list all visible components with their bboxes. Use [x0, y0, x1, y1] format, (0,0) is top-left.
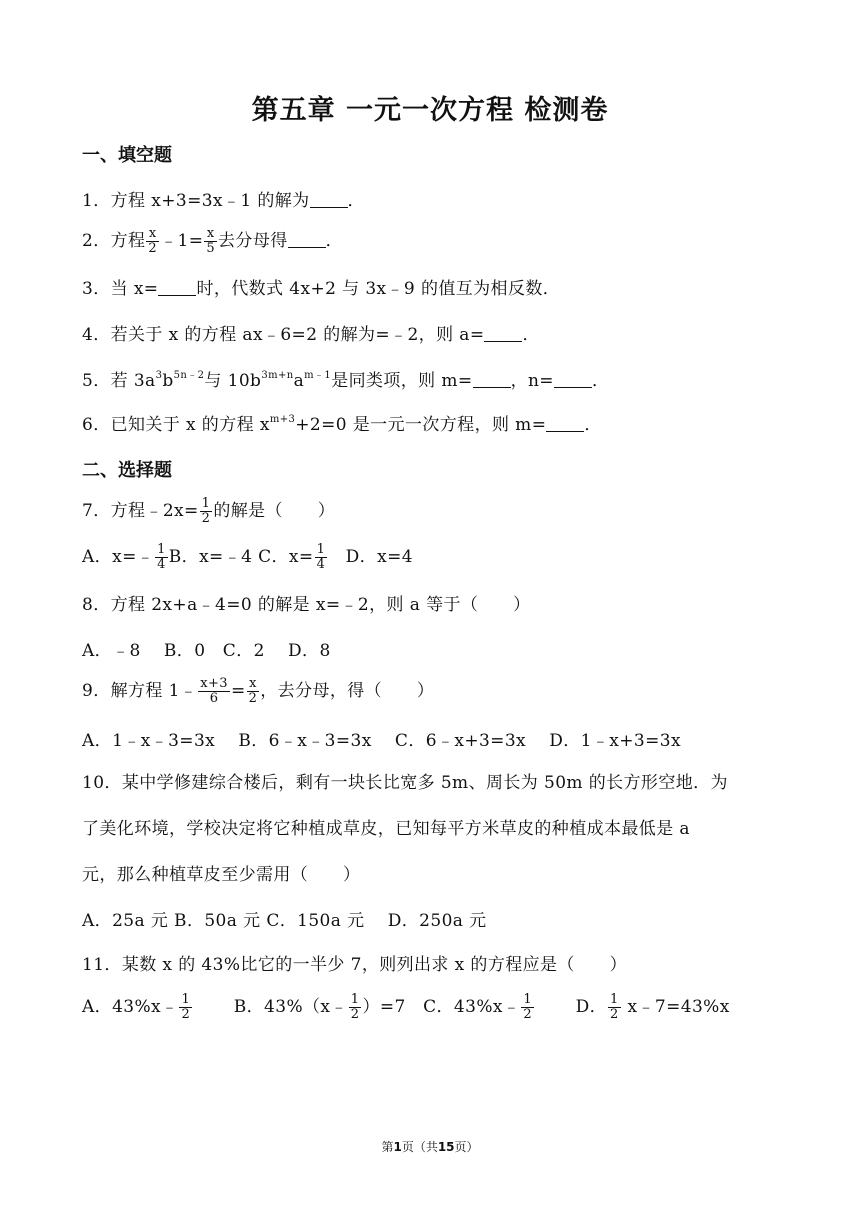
- question-4: 4．若关于 x 的方程 ax﹣6=2 的解为=﹣2，则 a= ．: [82, 325, 540, 345]
- question-3: 3．当 x= 时，代数式 4x+2 与 3x﹣9 的值互为相反数．: [82, 279, 561, 299]
- fraction: $\frac{1}{2}$: [201, 496, 211, 526]
- answer-blank: [546, 417, 584, 432]
- question-8-options: A．﹣8 B．0 C．2 D．8: [82, 641, 331, 661]
- question-11-options: A．43%x﹣ $\frac{1}{2}$ B．43%（x﹣ $\frac{1}{2}$ ）=7 C．43%x﹣ $\frac{1}{2}$ D． $\frac{1}{2}$ x﹣7=43%x: [82, 992, 730, 1022]
- page-title: 第五章 一元一次方程 检测卷: [251, 95, 609, 126]
- section-heading-fill-blank: 一、填空题: [82, 145, 172, 166]
- question-7-options: A．x=﹣ $\frac{1}{4}$ B．x=﹣4 C．x= $\frac{1}{4}$ D．x=4: [82, 542, 413, 572]
- question-7: 7．方程﹣2x= $\frac{1}{2}$ 的解是（ ）: [82, 496, 336, 526]
- answer-blank: [484, 327, 522, 342]
- question-10-line-1: 10．某中学修建综合楼后，剩有一块长比宽多 5m、周长为 50m 的长方形空地．为: [82, 773, 728, 793]
- fraction: $\frac{1}{2}$: [350, 992, 360, 1022]
- question-9-options: A．1﹣x﹣3=3x B．6﹣x﹣3=3x C．6﹣x+3=3x D．1﹣x+3=3x: [82, 731, 681, 751]
- question-6: 6．已知关于 x 的方程 $x^{m+3}+2=0$ 是一元一次方程，则 m= ．: [82, 414, 602, 435]
- fraction: $\frac{1}{2}$: [523, 992, 532, 1022]
- answer-blank: [554, 373, 592, 388]
- fraction: $\frac{1}{2}$: [610, 992, 619, 1022]
- page-footer: 第1页（共15页）: [381, 1140, 479, 1154]
- answer-blank: [310, 193, 348, 208]
- question-8: 8．方程 2x+a﹣4=0 的解是 x=﹣2，则 a 等于（ ）: [82, 595, 531, 615]
- question-5: 5．若 $3a^3b^{5n﹣2}$与 $10b^{3m+n}a^{m﹣1}$是同类项，则 m= ，n= ．: [82, 370, 610, 391]
- question-11: 11．某数 x 的 43%比它的一半少 7，则列出求 x 的方程应是（ ）: [82, 955, 628, 975]
- answer-blank: [288, 233, 326, 248]
- fraction: $\frac{x}{5}$: [206, 226, 216, 256]
- answer-blank: [158, 281, 196, 296]
- question-2: 2．方程 $\frac{x}{2}$ ﹣1= $\frac{x}{5}$ 去分母得 ．: [82, 226, 344, 256]
- question-10-line-3: 元，那么种植草皮至少需用（ ）: [82, 865, 361, 885]
- fraction: $\frac{x+3}{6}$: [200, 676, 228, 706]
- answer-blank: [473, 373, 511, 388]
- fraction: $\frac{x}{2}$: [148, 226, 158, 256]
- question-1: 1．方程 x+3=3x﹣1 的解为 ．: [82, 191, 365, 211]
- fraction: $\frac{x}{2}$: [248, 676, 258, 706]
- question-9: 9．解方程 1﹣ $\frac{x+3}{6}$ = $\frac{x}{2}$ ，去分母，得（ ）: [82, 676, 435, 706]
- fraction: $\frac{1}{4}$: [157, 542, 166, 572]
- fraction: $\frac{1}{4}$: [316, 542, 326, 572]
- question-10-options: A．25a 元 B．50a 元 C．150a 元 D．250a 元: [82, 911, 487, 931]
- section-heading-multiple-choice: 二、选择题: [82, 460, 172, 481]
- fraction: $\frac{1}{2}$: [181, 992, 191, 1022]
- question-10-line-2: 了美化环境，学校决定将它种植成草皮，已知每平方米草皮的种植成本最低是 a: [82, 819, 690, 839]
